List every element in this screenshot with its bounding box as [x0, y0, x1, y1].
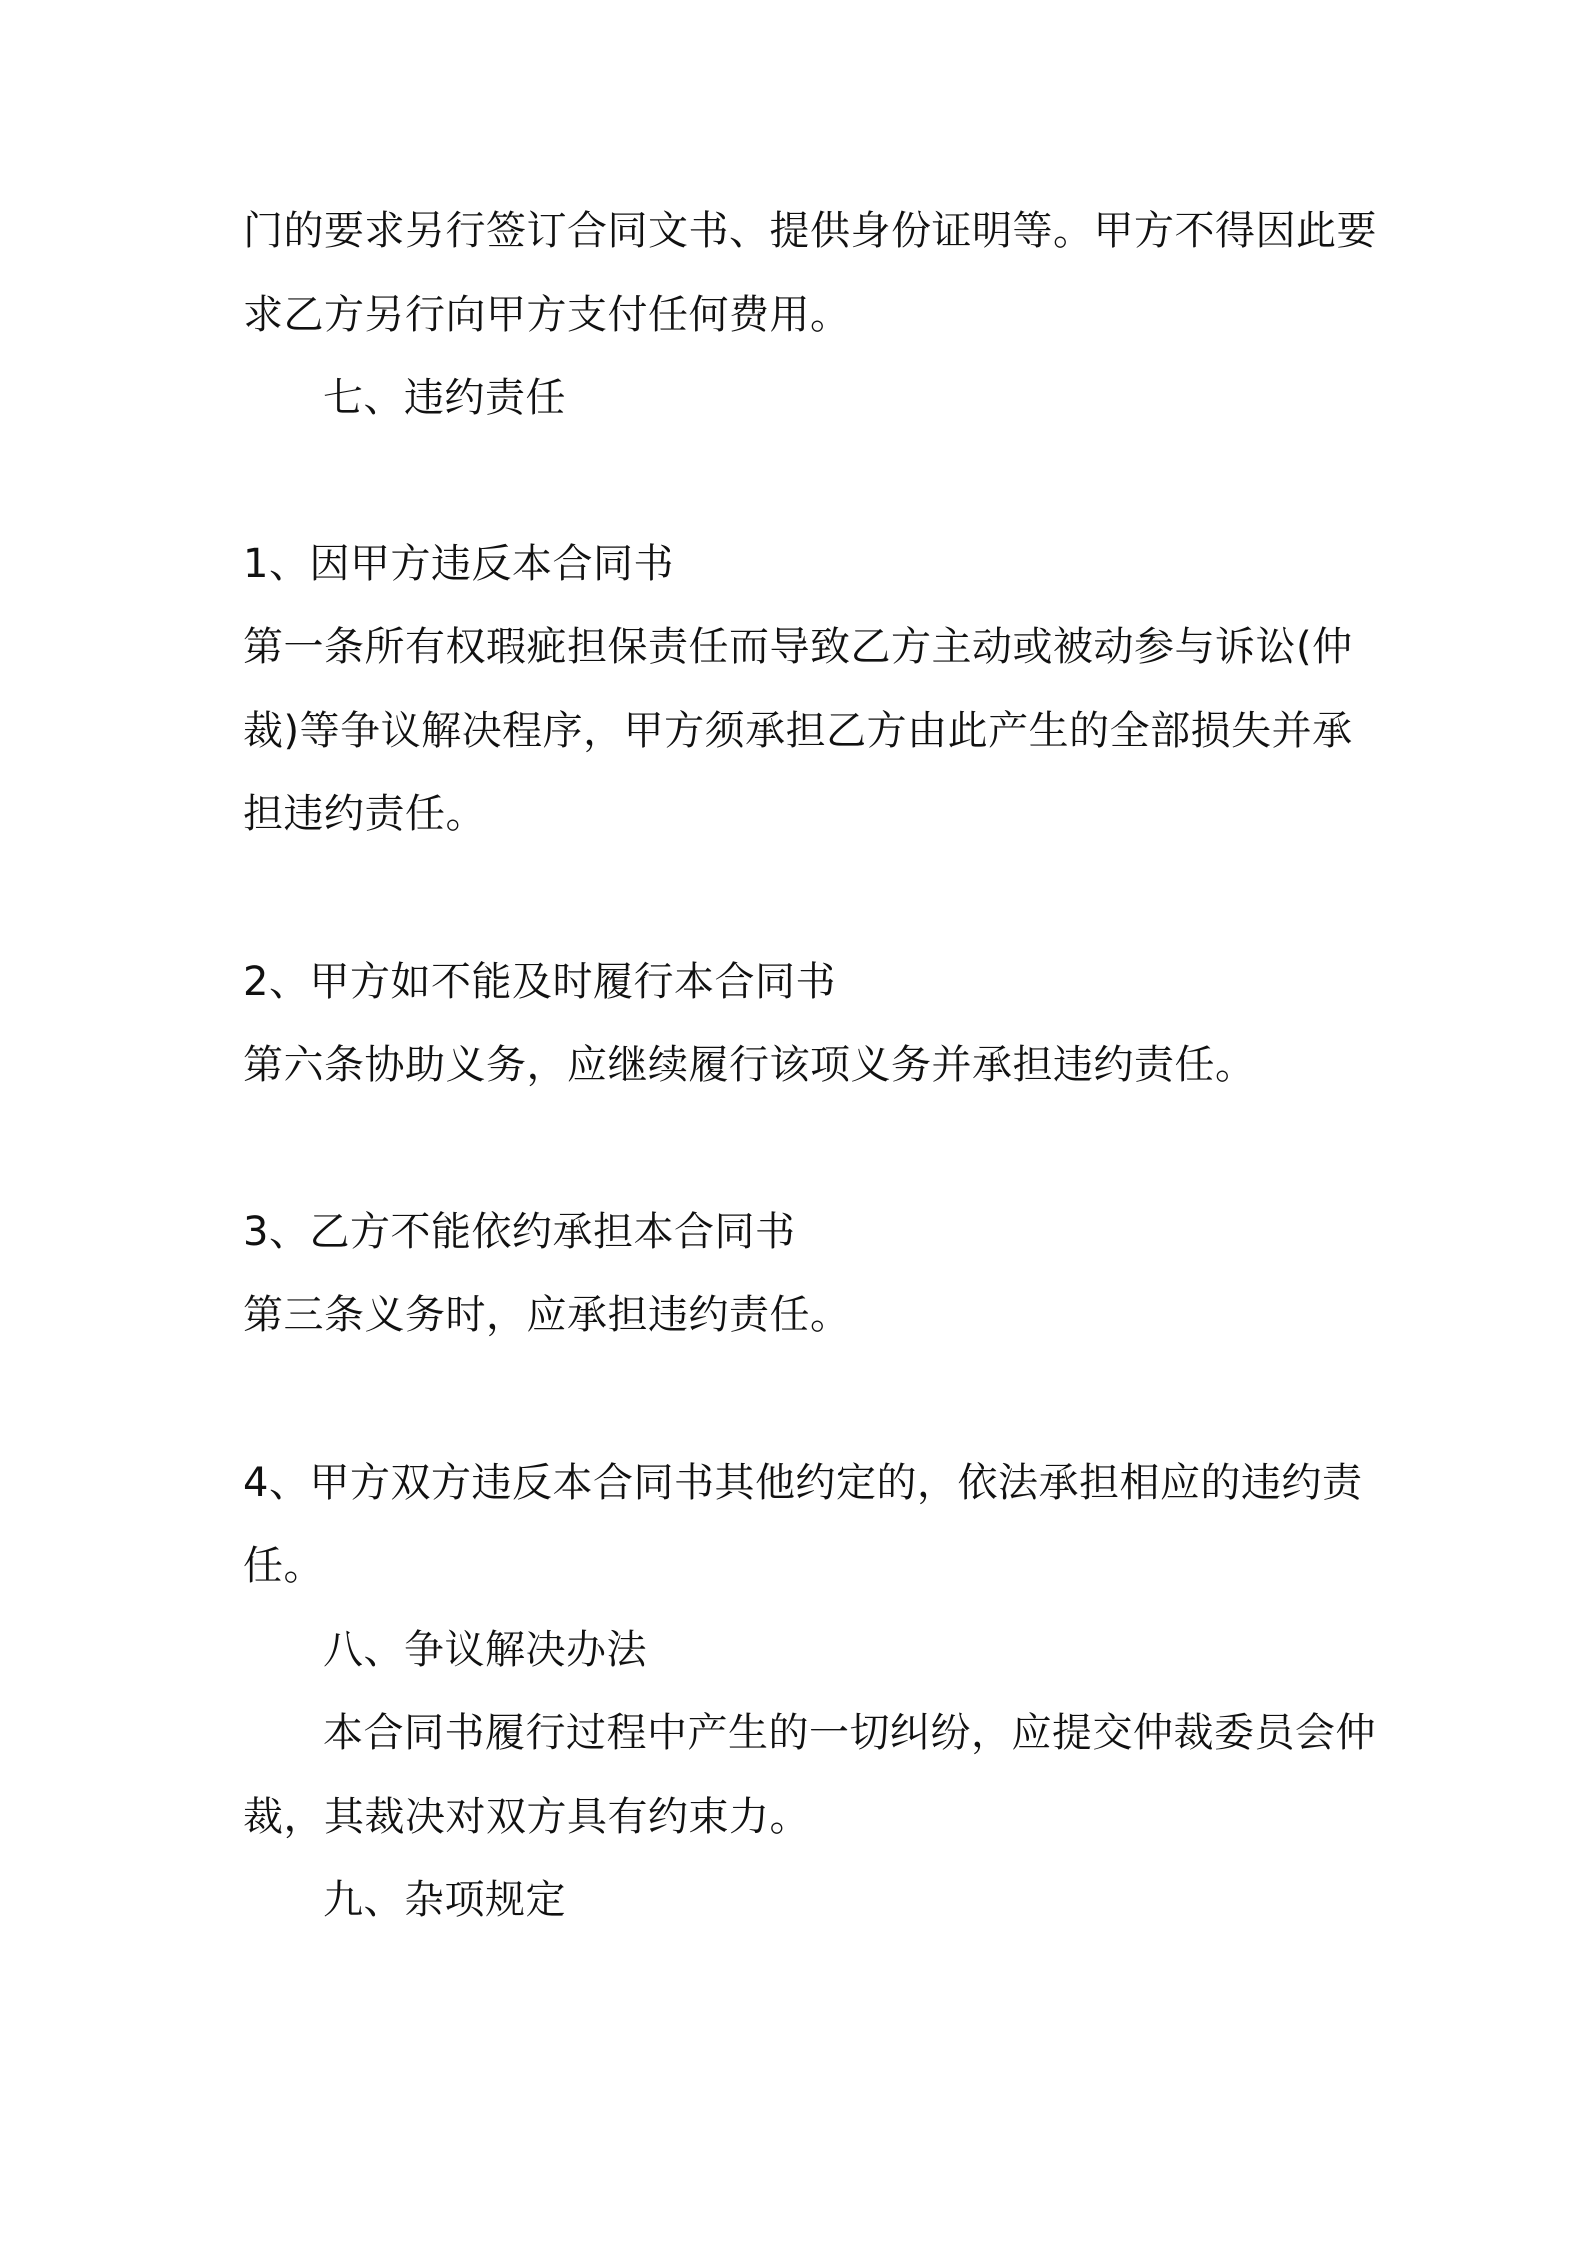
- clause-1-heading: 1、因甲方违反本合同书: [243, 541, 674, 587]
- text-line: 第一条所有权瑕疵担保责任而导致乙方主动或被动参与诉讼(仲: [243, 624, 1353, 670]
- clause-2-heading: 2、甲方如不能及时履行本合同书: [243, 959, 836, 1005]
- text-line: 裁)等争议解决程序，甲方须承担乙方由此产生的全部损失并承: [243, 708, 1353, 754]
- text-line: 第三条义务时，应承担违约责任。: [243, 1292, 851, 1338]
- clause-4-text: 4、甲方双方违反本合同书其他约定的，依法承担相应的违约责: [243, 1460, 1363, 1506]
- section-heading-8: 八、争议解决办法: [323, 1627, 647, 1673]
- text-line: 门的要求另行签订合同文书、提供身份证明等。甲方不得因此要: [243, 208, 1377, 254]
- text-line: 第六条协助义务，应继续履行该项义务并承担违约责任。: [243, 1042, 1256, 1088]
- text-line: 求乙方另行向甲方支付任何费用。: [243, 292, 851, 338]
- text-line: 裁，其裁决对双方具有约束力。: [243, 1794, 810, 1840]
- clause-3-heading: 3、乙方不能依约承担本合同书: [243, 1209, 796, 1255]
- text-line: 任。: [243, 1543, 324, 1589]
- section-heading-9: 九、杂项规定: [323, 1877, 566, 1923]
- paragraph-dispute: 本合同书履行过程中产生的一切纠纷，应提交仲裁委员会仲: [323, 1710, 1376, 1756]
- section-heading-7: 七、违约责任: [323, 375, 566, 421]
- text-line: 担违约责任。: [243, 791, 486, 837]
